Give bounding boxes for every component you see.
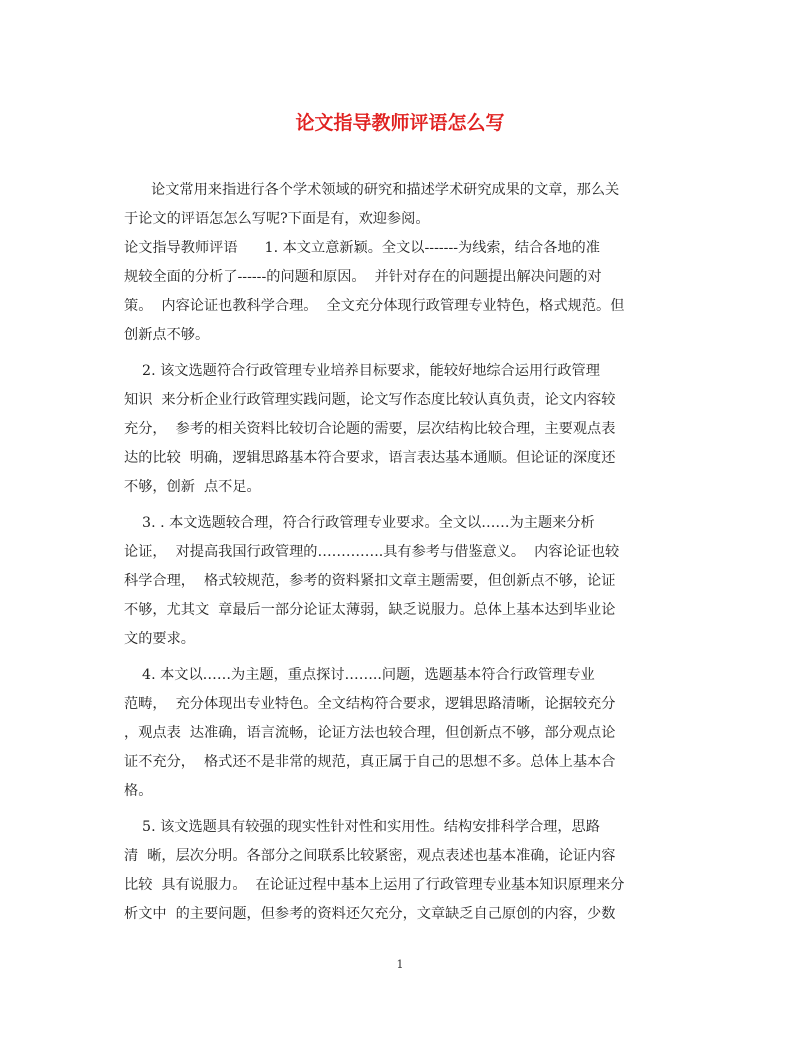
text-line: 文的要求。 (124, 631, 195, 647)
paragraph (124, 813, 684, 929)
text-line: 比较 具有说服力。 在论证过程中基本上运用了行政管理专业基本知识原理来分 (124, 877, 625, 893)
text-line: 4. 本文以……为主题，重点探讨……..问题，选题基本符合行政管理专业 (124, 667, 595, 683)
text-line: 不够，创新 点不足。 (124, 479, 261, 495)
paragraph-gap (124, 502, 684, 509)
text-line: 3. . 本文选题较合理，符合行政管理专业要求。全文以……为主题来分析 (124, 515, 595, 531)
text-line: 析文中 的主要问题，但参考的资料还欠充分，文章缺乏自己原创的内容，少数 (124, 906, 616, 922)
text-line: 5. 该文选题具有较强的现实性针对性和实用性。结构安排科学合理，思路 (124, 819, 600, 835)
paragraph (124, 176, 684, 234)
text-line: 论证， 对提高我国行政管理的…………..具有参考与借鉴意义。 内容论证也较 (124, 544, 620, 560)
text-line: 不够，尤其文 章最后一部分论证太薄弱，缺乏说服力。总体上基本达到毕业论 (124, 602, 616, 618)
text-line: 策。 内容论证也教科学合理。 全文充分体现行政管理专业特色，格式规范。但 (124, 298, 625, 314)
document-title: 论文指导教师评语怎么写 (295, 112, 505, 134)
text-line: 论文指导教师评语 1. 本文立意新颖。全文以-------为线索，结合各地的准 (124, 240, 600, 256)
text-line: 充分， 参考的相关资料比较切合论题的需要，层次结构比较合理，主要观点表 (124, 421, 616, 437)
paragraph-gap (124, 350, 684, 357)
text-line: ，观点表 达准确，语言流畅，论证方法也较合理，但创新点不够，部分观点论 (124, 725, 616, 741)
text-line: 2. 该文选题符合行政管理专业培养目标要求，能较好地综合运用行政管理 (124, 363, 600, 379)
text-line: 创新点不够。 (124, 327, 210, 343)
paragraph (124, 509, 684, 654)
paragraph (124, 661, 684, 806)
text-line: 范畴， 充分体现出专业特色。全文结构符合要求，逻辑思路清晰，论据较充分 (124, 696, 616, 712)
paragraph (124, 357, 684, 502)
paragraph-gap (124, 654, 684, 661)
text-line: 论文常用来指进行各个学术领域的研究和描述学术研究成果的文章，那么关 (124, 182, 620, 198)
paragraph (124, 234, 684, 350)
document-body (124, 176, 684, 929)
text-line: 规较全面的分析了------的问题和原因。 并针对存在的问题提出解决问题的对 (124, 269, 602, 285)
paragraph-gap (124, 806, 684, 813)
text-line: 于论文的评语怎怎么写呢?下面是有，欢迎参阅。 (124, 211, 430, 227)
text-line: 格。 (124, 783, 153, 799)
text-line: 清 晰，层次分明。各部分之间联系比较紧密，观点表述也基本准确，论证内容 (124, 848, 616, 864)
text-line: 知识 来分析企业行政管理实践问题，论文写作态度比较认真负责，论文内容较 (124, 392, 616, 408)
text-line: 科学合理， 格式较规范，参考的资料紧扣文章主题需要，但创新点不够，论证 (124, 573, 616, 589)
text-line: 证不充分， 格式还不是非常的规范，真正属于自己的思想不多。总体上基本合 (124, 754, 616, 770)
text-line: 达的比较 明确，逻辑思路基本符合要求，语言表达基本通顺。但论证的深度还 (124, 450, 616, 466)
page-number: 1 (396, 958, 404, 971)
